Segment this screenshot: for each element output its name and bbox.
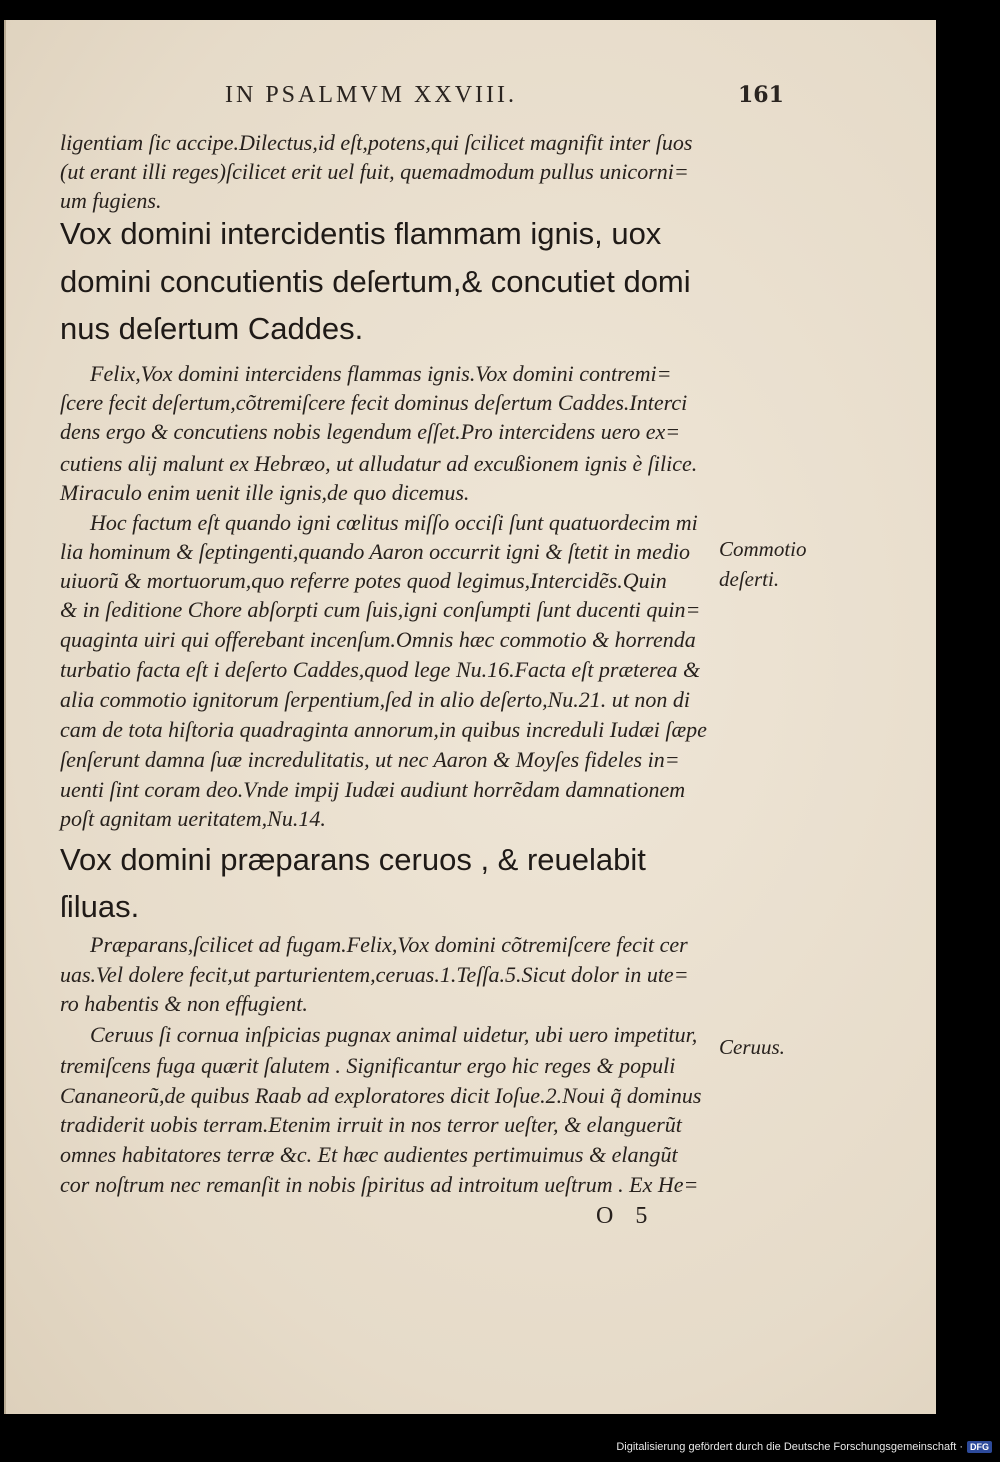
text-line: Felix,Vox domini intercidens flammas ignis.Vox domini contremi= (90, 361, 672, 386)
verse-heading-line: nus deſertum Caddes. (60, 311, 364, 346)
text-line: ſenſerunt damna ſuæ incredulitatis, ut nec Aaron & Moyſes fideles in= (60, 747, 680, 772)
dfg-logo: DFG (967, 1441, 992, 1453)
verse-heading-line: domini concutientis deſertum,& concutiet domi (60, 264, 691, 299)
verse-heading-line: Vox domini præparans ceruos , & reuelabit (60, 842, 646, 877)
verse-heading-line: ſiluas. (60, 889, 140, 924)
text-line: turbatio facta eſt i deſerto Caddes,quod lege Nu.16.Facta eſt præterea & (60, 657, 701, 682)
page-number: 161 (738, 82, 784, 108)
text-line: ſcere fecit deſertum,cõtremiſcere fecit dominus deſertum Caddes.Interci (60, 390, 688, 415)
text-line: Miraculo enim uenit ille ignis,de quo dicemus. (60, 480, 470, 505)
text-line: tradiderit uobis terram.Etenim irruit in nos terror ueſter, & elanguerũt (60, 1112, 682, 1137)
text-line: uenti ſint coram deo.Vnde impij Iudæi audiunt horrẽdam damnationem (60, 777, 686, 802)
text-line: poſt agnitam ueritatem,Nu.14. (60, 806, 326, 831)
text-line: ligentiam ſic accipe.Dilectus,id eſt,potens,qui ſcilicet magnifit inter ſuos (60, 130, 693, 155)
margin-note: Commotio (719, 537, 807, 561)
text-line: tremiſcens fuga quærit ſalutem . Significantur ergo hic reges & populi (60, 1053, 676, 1078)
text-line: cam de tota hiſtoria quadraginta annorum,in quibus increduli Iudæi ſæpe (60, 717, 707, 742)
text-line: uas.Vel dolere fecit,ut parturientem,ceruas.1.Teſſa.5.Sicut dolor in ute= (60, 962, 689, 987)
text-line: cutiens alij malunt ex Hebræo, ut alludatur ad excußionem ignis è ſilice. (60, 451, 698, 476)
text-line: Hoc factum eſt quando igni cœlitus miſſo occiſi ſunt quatuordecim mi (90, 510, 698, 535)
digitization-credit (616, 1441, 992, 1453)
text-line: uiuorũ & mortuorum,quo referre potes quod legimus,Intercidẽs.Quin (60, 568, 667, 593)
text-line: ro habentis & non effugient. (60, 991, 308, 1016)
text-line: & in ſeditione Chore abſorpti cum ſuis,igni conſumpti ſunt ducenti quin= (60, 597, 701, 622)
verse-heading-line: Vox domini intercidentis flammam ignis, uox (60, 216, 662, 251)
signature-mark: O 5 (596, 1203, 656, 1229)
text-line: (ut erant illi reges)ſcilicet erit uel fuit, quemadmodum pullus unicorni= (60, 159, 689, 184)
text-line: Ceruus ſi cornua inſpicias pugnax animal uidetur, ubi uero impetitur, (90, 1022, 698, 1047)
text-line: dens ergo & concutiens nobis legendum eſſet.Pro intercidens uero ex= (60, 419, 681, 444)
credit-text: Digitalisierung gefördert durch die Deutsche Forschungsgemeinschaft · (616, 1441, 963, 1453)
running-head: IN PSALMVM XXVIII. (225, 82, 517, 108)
text-line: Cananeorũ,de quibus Raab ad exploratores dicit Ioſue.2.Noui q̃ dominus (60, 1083, 702, 1108)
text-line: Præparans,ſcilicet ad fugam.Felix,Vox domini cõtremiſcere fecit cer (90, 932, 688, 957)
text-line: um fugiens. (60, 188, 162, 213)
text-line: lia hominum & ſeptingenti,quando Aaron occurrit igni & ſtetit in medio (60, 539, 691, 564)
text-line: quaginta uiri qui offerebant incenſum.Omnis hæc commotio & horrenda (60, 627, 696, 652)
text-line: omnes habitatores terræ &c. Et hæc audientes pertimuimus & elangũt (60, 1142, 678, 1167)
text-line: cor noſtrum nec remanſit in nobis ſpiritus ad introitum ueſtrum . Ex He= (60, 1172, 699, 1197)
text-line: alia commotio ignitorum ſerpentium,ſed in alio deſerto,Nu.21. ut non di (60, 687, 691, 712)
margin-note: deſerti. (719, 567, 780, 591)
margin-note: Ceruus. (719, 1035, 785, 1059)
